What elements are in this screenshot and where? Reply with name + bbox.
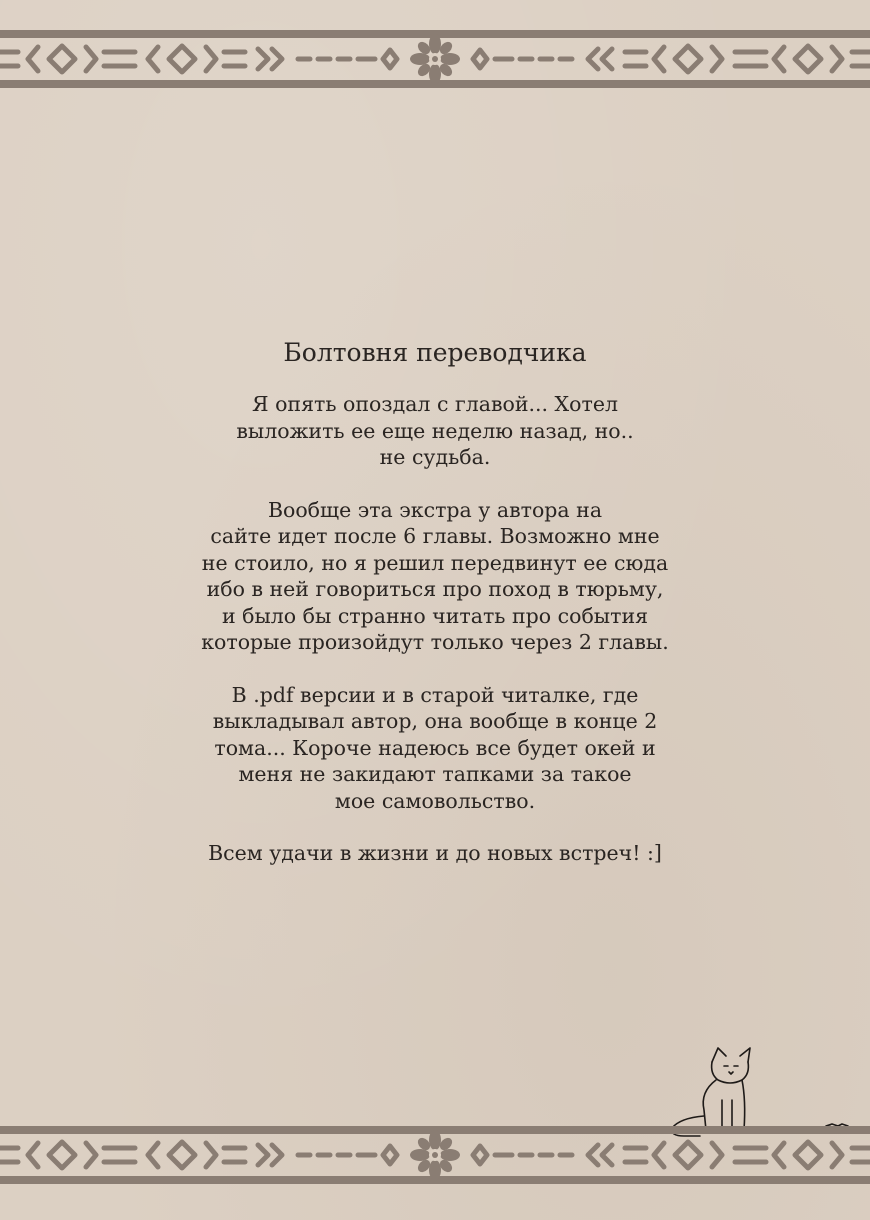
- paragraph-3: В .pdf версии и в старой читалке, где выкладывал автор, она вообще в конце 2 тома... Короче надеюсь все будет окей и меня не закидают тапками за такое мое самовольство.: [212, 682, 658, 813]
- paragraph-2: Вообще эта экстра у автора на сайте идет после 6 главы. Возможно мне не стоило, но я решил передвинут ее сюда ибо в ней говориться про поход в тюрьму, и было бы странно читать про события которые произойдут только через 2 главы.: [201, 497, 669, 654]
- translator-note: [135, 335, 735, 867]
- paragraph-4: Всем удачи в жизни и до новых встреч! :]: [208, 841, 662, 865]
- page-title: Болтовня переводчика: [283, 338, 587, 367]
- border-ornament-top: [0, 30, 870, 88]
- border-ornament-bottom: [0, 1126, 870, 1184]
- paragraph-1: Я опять опоздал с главой... Хотел выложить ее еще неделю назад, но.. не судьба.: [236, 392, 634, 469]
- ornamental-border-top: [0, 30, 870, 88]
- ornamental-border-bottom: [0, 1126, 870, 1184]
